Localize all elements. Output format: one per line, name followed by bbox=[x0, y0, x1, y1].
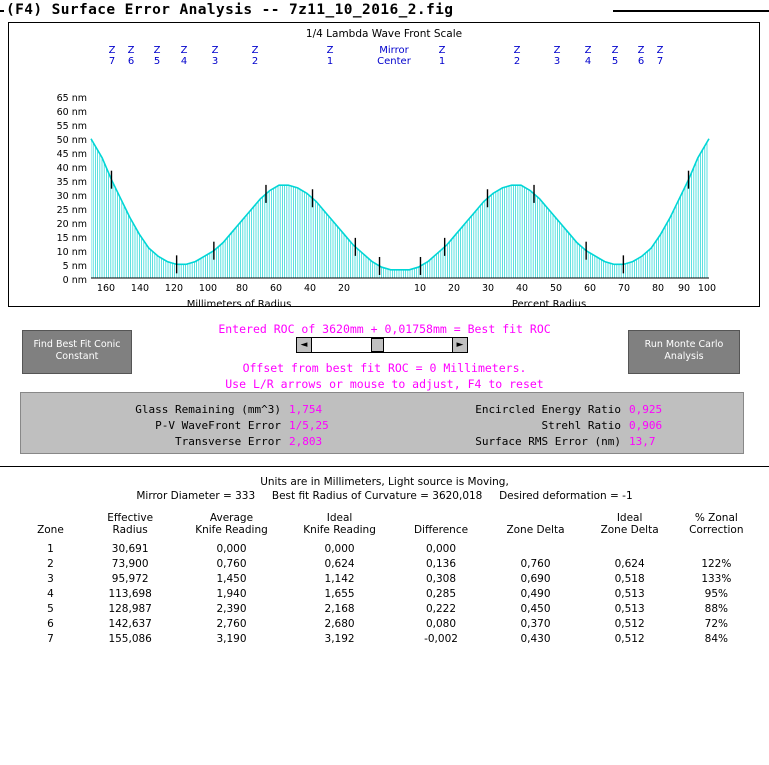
table-cell: 73,900 bbox=[111, 558, 149, 570]
plot-caption: 1/4 Lambda Wave Front Scale bbox=[305, 28, 463, 40]
table-cell bbox=[583, 542, 677, 557]
table-cell: 0,624 bbox=[614, 558, 645, 570]
y-tick: 25 nm bbox=[56, 205, 87, 216]
table-cell: 1,655 bbox=[324, 588, 355, 600]
transverse-error-label: Transverse Error bbox=[175, 435, 281, 448]
table-cell: 0,000 bbox=[324, 543, 355, 555]
pv-wavefront-error-value: 1/5,25 bbox=[289, 419, 329, 432]
table-cell: 0,512 bbox=[614, 618, 645, 630]
table-row bbox=[18, 632, 756, 647]
slider-right-arrow-icon[interactable]: ► bbox=[452, 338, 467, 352]
table-cell: 5 bbox=[47, 603, 54, 615]
table-cell: 0,285 bbox=[425, 588, 457, 600]
footer-divider bbox=[0, 466, 769, 467]
table-cell: 4 bbox=[47, 588, 54, 600]
table-cell: 95% bbox=[704, 588, 728, 600]
th-difference: Difference bbox=[413, 524, 469, 536]
roc-offset-slider[interactable] bbox=[296, 337, 468, 353]
table-cell: 122% bbox=[701, 558, 732, 570]
y-tick: 0 nm bbox=[62, 275, 87, 286]
th-zonal-correction: % Zonal Correction bbox=[689, 512, 744, 536]
x-tick-left: 60 bbox=[269, 283, 283, 294]
table-cell: 2 bbox=[47, 558, 54, 570]
x-tick-left: 40 bbox=[303, 283, 317, 294]
offset-message: Offset from best fit ROC = 0 Millimeters. bbox=[242, 361, 527, 375]
table-cell: 2,760 bbox=[216, 618, 247, 630]
th-ideal-zone-delta: Ideal Zone Delta bbox=[600, 512, 659, 536]
table-cell: 0,308 bbox=[425, 573, 457, 585]
slider-left-arrow-icon[interactable]: ◄ bbox=[297, 338, 312, 352]
table-cell: 0,624 bbox=[324, 558, 355, 570]
table-cell: 0,490 bbox=[520, 588, 551, 600]
mirror-center-label: Mirror Center bbox=[377, 45, 411, 67]
table-cell: 7 bbox=[47, 633, 54, 645]
table-cell: 1,940 bbox=[216, 588, 247, 600]
zone-label-left-4: Z 4 bbox=[180, 45, 188, 67]
transverse-error-value: 2,803 bbox=[289, 435, 323, 448]
zone-label-right-5: Z 5 bbox=[611, 45, 619, 67]
table-cell: 0,450 bbox=[520, 603, 551, 615]
table-row bbox=[18, 557, 756, 572]
glass-remaining-label: Glass Remaining (mm^3) bbox=[135, 403, 281, 416]
table-cell: 0,430 bbox=[520, 633, 551, 645]
table-cell: 2,168 bbox=[324, 603, 355, 615]
table-row bbox=[18, 572, 756, 587]
x-tick-right: 30 bbox=[481, 283, 495, 294]
table-cell: 1,142 bbox=[324, 573, 355, 585]
table-cell: 3,190 bbox=[216, 633, 247, 645]
zone-label-right-3: Z 3 bbox=[553, 45, 561, 67]
table-cell: 0,370 bbox=[520, 618, 551, 630]
table-header-row bbox=[18, 512, 756, 542]
table-cell: 0,000 bbox=[216, 543, 247, 555]
table-cell: 0,513 bbox=[614, 603, 645, 615]
table-cell: 0,518 bbox=[614, 573, 645, 585]
glass-remaining-value: 1,754 bbox=[289, 403, 323, 416]
titlebar-rule-left bbox=[0, 10, 4, 12]
zone-label-left-3: Z 3 bbox=[211, 45, 219, 67]
y-tick: 45 nm bbox=[56, 149, 87, 160]
roc-message: Entered ROC of 3620mm + 0,01758mm = Best fit ROC bbox=[218, 322, 551, 336]
y-tick: 65 nm bbox=[56, 93, 87, 104]
surface-error-plot bbox=[8, 22, 760, 310]
pv-wavefront-error-label: P-V WaveFront Error bbox=[155, 419, 281, 432]
table-cell: 2,390 bbox=[216, 603, 247, 615]
window-title: (F4) Surface Error Analysis -- 7z11_10_2016_2.fig bbox=[6, 2, 454, 18]
table-cell bbox=[677, 542, 756, 557]
x-tick-left: 100 bbox=[198, 283, 218, 294]
x-tick-left: 160 bbox=[96, 283, 116, 294]
th-zone-delta: Zone Delta bbox=[506, 524, 565, 536]
table-row bbox=[18, 602, 756, 617]
zone-label-right-4: Z 4 bbox=[584, 45, 592, 67]
th-average-knife: Average Knife Reading bbox=[195, 512, 268, 536]
table-cell: 0,690 bbox=[520, 573, 551, 585]
th-zone: Zone bbox=[37, 524, 64, 536]
mirror-parameters-row bbox=[0, 490, 769, 502]
y-tick: 20 nm bbox=[56, 219, 87, 230]
x-tick-left: 120 bbox=[164, 283, 184, 294]
table-cell: 6 bbox=[47, 618, 54, 630]
y-tick: 50 nm bbox=[56, 135, 87, 146]
x-tick-right: 20 bbox=[447, 283, 461, 294]
x-tick-right: 50 bbox=[549, 283, 563, 294]
zone-label-left-1: Z 1 bbox=[326, 45, 334, 67]
zone-label-right-7: Z 7 bbox=[656, 45, 664, 67]
desired-deformation-label: Desired deformation = -1 bbox=[499, 490, 633, 502]
y-tick: 35 nm bbox=[56, 177, 87, 188]
run-monte-carlo-label: Run Monte Carlo Analysis bbox=[644, 339, 724, 362]
zone-label-right-1: Z 1 bbox=[438, 45, 446, 67]
x-axis-label-left: Millimeters of Radius bbox=[186, 299, 292, 310]
surface-rms-error-value: 13,7 bbox=[629, 435, 656, 448]
table-cell: 0,512 bbox=[614, 633, 645, 645]
table-cell: 0,000 bbox=[425, 543, 457, 555]
zone-label-left-2: Z 2 bbox=[251, 45, 259, 67]
table-cell: 1 bbox=[47, 543, 54, 555]
y-tick: 15 nm bbox=[56, 233, 87, 244]
table-cell: 142,637 bbox=[108, 618, 152, 630]
table-cell: 133% bbox=[701, 573, 732, 585]
table-cell: 30,691 bbox=[111, 543, 149, 555]
zone-label-left-7: Z 7 bbox=[108, 45, 116, 67]
mirror-diameter-label: Mirror Diameter = 333 bbox=[136, 490, 256, 502]
table-cell: 84% bbox=[704, 633, 728, 645]
table-cell: 0,222 bbox=[425, 603, 457, 615]
x-axis-label-right: Percent Radius bbox=[511, 299, 587, 310]
x-tick-right: 70 bbox=[617, 283, 631, 294]
y-tick: 55 nm bbox=[56, 121, 87, 132]
y-tick: 30 nm bbox=[56, 191, 87, 202]
table-cell: 1,450 bbox=[216, 573, 247, 585]
x-tick-right: 100 bbox=[697, 283, 717, 294]
zone-table bbox=[18, 512, 756, 647]
surface-rms-error-label: Surface RMS Error (nm) bbox=[475, 435, 621, 448]
statistics-panel bbox=[20, 392, 744, 454]
zone-label-left-5: Z 5 bbox=[153, 45, 161, 67]
table-cell: 95,972 bbox=[111, 573, 149, 585]
titlebar-rule-right bbox=[613, 10, 769, 12]
find-best-fit-conic-label: Find Best Fit Conic Constant bbox=[33, 339, 121, 362]
x-tick-left: 20 bbox=[337, 283, 351, 294]
strehl-ratio-label: Strehl Ratio bbox=[541, 419, 621, 432]
x-tick-right: 10 bbox=[413, 283, 427, 294]
units-note: Units are in Millimeters, Light source is Moving, bbox=[260, 476, 509, 488]
hint-message: Use L/R arrows or mouse to adjust, F4 to reset bbox=[225, 377, 544, 391]
x-tick-right: 40 bbox=[515, 283, 529, 294]
wavefront-curve bbox=[9, 23, 761, 308]
table-cell: 155,086 bbox=[108, 633, 152, 645]
table-cell: 0,760 bbox=[216, 558, 247, 570]
table-cell: 0,136 bbox=[425, 558, 457, 570]
th-effective-radius: Effective Radius bbox=[107, 512, 154, 536]
x-tick-right: 80 bbox=[651, 283, 665, 294]
table-row bbox=[18, 617, 756, 632]
table-cell: 0,513 bbox=[614, 588, 645, 600]
y-tick: 40 nm bbox=[56, 163, 87, 174]
best-fit-roc-label: Best fit Radius of Curvature = 3620,018 bbox=[271, 490, 483, 502]
table-cell: 3 bbox=[47, 573, 54, 585]
encircled-energy-value: 0,925 bbox=[629, 403, 663, 416]
encircled-energy-label: Encircled Energy Ratio bbox=[475, 403, 621, 416]
table-cell: 0,760 bbox=[520, 558, 551, 570]
zone-label-right-6: Z 6 bbox=[637, 45, 645, 67]
window-titlebar bbox=[0, 0, 769, 22]
table-cell: 72% bbox=[704, 618, 728, 630]
table-row bbox=[18, 542, 756, 557]
table-cell: 0,080 bbox=[425, 618, 457, 630]
y-tick: 10 nm bbox=[56, 247, 87, 258]
table-cell: 3,192 bbox=[324, 633, 355, 645]
zone-label-left-6: Z 6 bbox=[127, 45, 135, 67]
table-cell: 113,698 bbox=[108, 588, 152, 600]
x-tick-left: 140 bbox=[130, 283, 150, 294]
table-cell: 88% bbox=[704, 603, 728, 615]
zone-label-right-2: Z 2 bbox=[513, 45, 521, 67]
y-tick: 60 nm bbox=[56, 107, 87, 118]
slider-thumb[interactable] bbox=[371, 338, 384, 352]
x-tick-right: 60 bbox=[583, 283, 597, 294]
x-tick-right: 90 bbox=[677, 283, 691, 294]
table-row bbox=[18, 587, 756, 602]
table-cell: -0,002 bbox=[424, 633, 458, 645]
table-cell: 128,987 bbox=[108, 603, 152, 615]
y-tick: 5 nm bbox=[62, 261, 87, 272]
strehl-ratio-value: 0,906 bbox=[629, 419, 663, 432]
table-cell: 2,680 bbox=[324, 618, 355, 630]
x-tick-left: 80 bbox=[235, 283, 249, 294]
th-ideal-knife: Ideal Knife Reading bbox=[303, 512, 376, 536]
table-cell bbox=[488, 542, 582, 557]
